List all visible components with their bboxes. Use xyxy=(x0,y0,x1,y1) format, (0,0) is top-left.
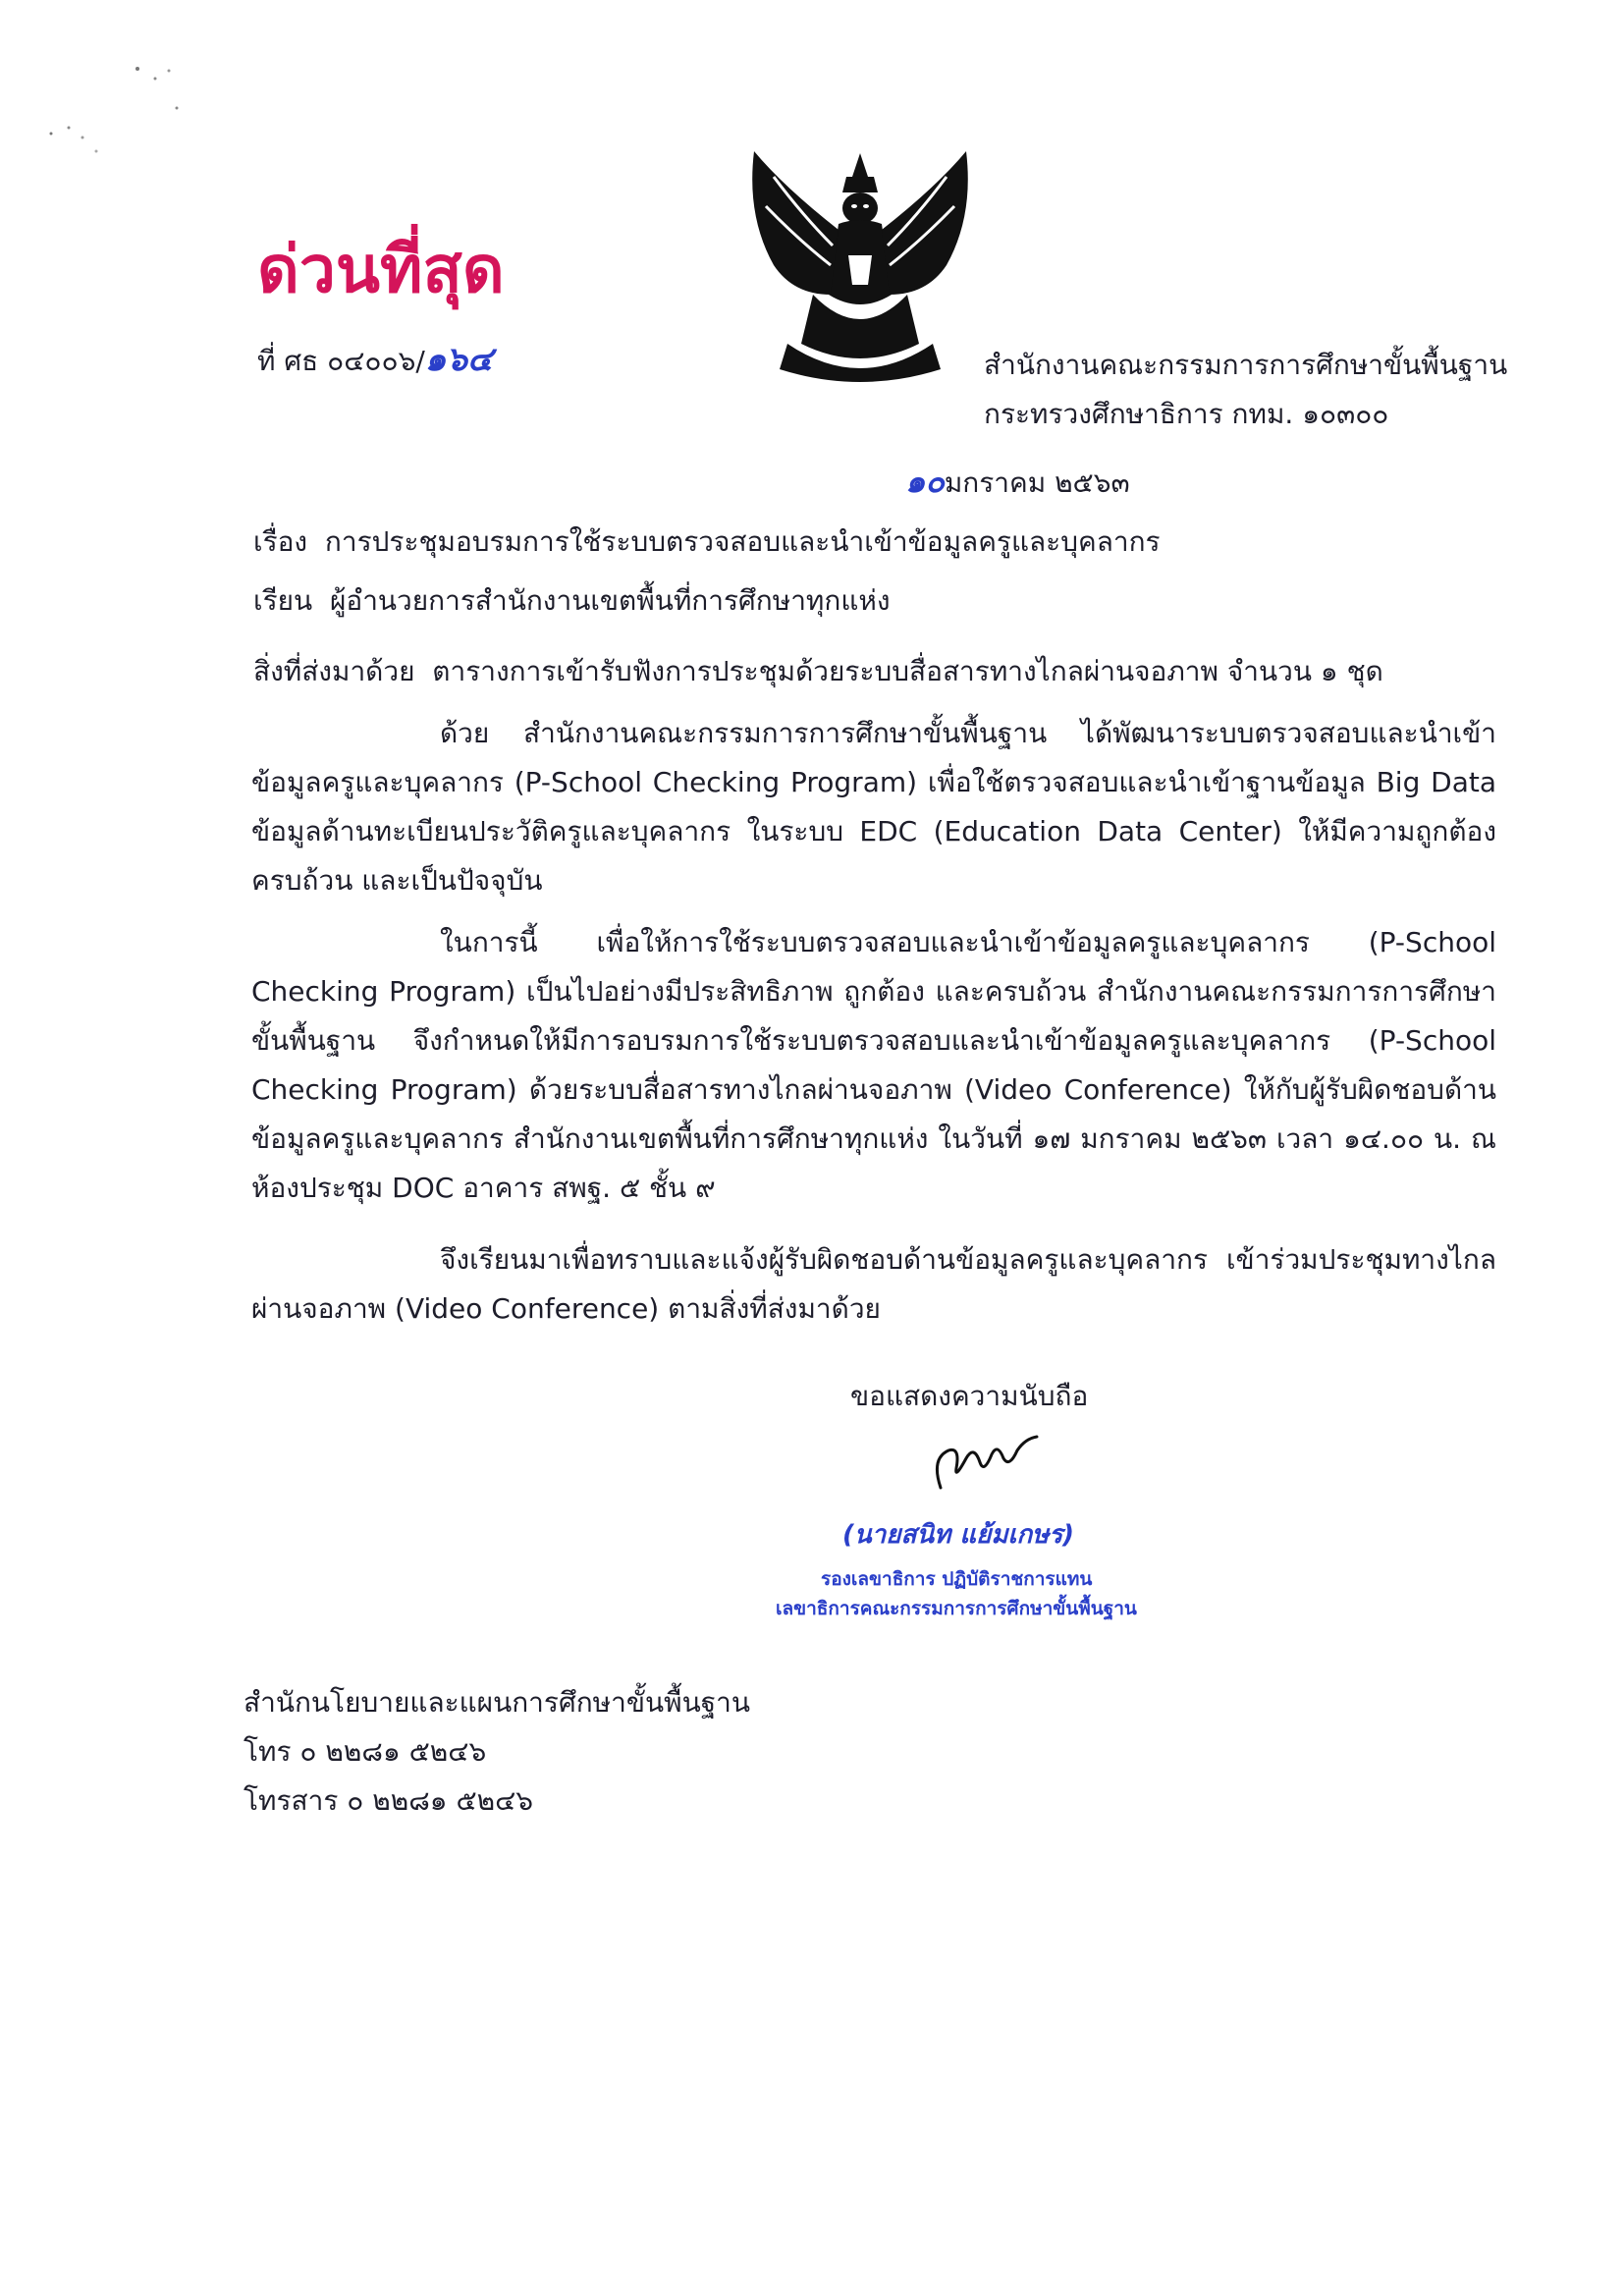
enclosure-line xyxy=(253,650,1383,693)
date-month-year: มกราคม ๒๕๖๓ xyxy=(944,466,1130,499)
handwritten-signature xyxy=(927,1429,1045,1494)
body-paragraph-3 xyxy=(251,1235,1496,1334)
signatory-name: (นายสนิท แย้มเกษร) xyxy=(842,1520,1075,1550)
reference-number xyxy=(257,332,493,385)
recipient-text: ผู้อำนวยการสำนักงานเขตพื้นที่การศึกษาทุกแห่ง xyxy=(329,584,891,617)
urgent-stamp: ด่วนที่สุด xyxy=(257,232,505,307)
office-address: กระทรวงศึกษาธิการ กทม. ๑๐๓๐๐ xyxy=(984,398,1389,430)
paragraph-1-text: ด้วย สำนักงานคณะกรรมการการศึกษาขั้นพื้นฐาน ได้พัฒนาระบบตรวจสอบและนำเข้าข้อมูลครูและบุคลากร (P-School Checking Program) เพื่อใช้ตรวจสอบและนำเข้าฐานข้อมูล Big Data ข้อมูลด้านทะเบียนประวัติครูและบุคลากร ในระบบ EDC (Education Data Center) ให้มีความถูกต้อง ครบถ้วน และเป็นปัจจุบัน xyxy=(251,717,1496,897)
enclosure-text: ตารางการเข้ารับฟังการประชุมด้วยระบบสื่อสารทางไกลผ่านจอภาพ จำนวน ๑ ชุด xyxy=(432,655,1383,687)
recipient-line xyxy=(253,579,891,623)
paragraph-2-text: ในการนี้ เพื่อให้การใช้ระบบตรวจสอบและนำเข้าข้อมูลครูและบุคลากร (P-School Checking Program) เป็นไปอย่างมีประสิทธิภาพ ถูกต้อง และครบถ้วน สำนักงานคณะกรรมการการศึกษาขั้นพื้นฐาน จึงกำหนดให้มีการอบรมการใช้ระบบตรวจสอบและนำเข้าข้อมูลครูและบุคลากร (P-School Checking Program) ด้วยระบบสื่อสารทางไกลผ่านจอภาพ (Video Conference) ให้กับผู้รับผิดชอบด้านข้อมูลครูและบุคลากร สำนักงานเขตพื้นที่การศึกษาทุกแห่ง ในวันที่ ๑๗ มกราคม ๒๕๖๓ เวลา ๑๔.๐๐ น. ณ ห้องประชุม DOC อาคาร สพฐ. ๕ ชั้น ๙ xyxy=(251,926,1496,1204)
footer-phone: โทร ๐ ๒๒๘๑ ๕๒๔๖ xyxy=(244,1735,487,1768)
subject-text: การประชุมอบรมการใช้ระบบตรวจสอบและนำเข้าข้อมูลครูและบุคลากร xyxy=(324,525,1161,558)
date-day-handwritten: ๑๐ xyxy=(905,463,945,500)
reference-prefix: ที่ ศธ ๐๔๐๐๖/ xyxy=(257,345,425,377)
subject-line xyxy=(253,520,1161,564)
footer-fax: โทรสาร ๐ ๒๒๘๑ ๕๒๔๖ xyxy=(244,1784,534,1817)
reference-number-handwritten: ๑๖๔ xyxy=(424,340,493,379)
body-paragraph-1 xyxy=(251,709,1496,905)
paragraph-3-text: จึงเรียนมาเพื่อทราบและแจ้งผู้รับผิดชอบด้านข้อมูลครูและบุคลากร เข้าร่วมประชุมทางไกลผ่านจอภาพ (Video Conference) ตามสิ่งที่ส่งมาด้วย xyxy=(251,1243,1496,1325)
enclosure-label: สิ่งที่ส่งมาด้วย xyxy=(253,655,415,687)
recipient-label: เรียน xyxy=(253,584,313,617)
letter-date xyxy=(905,457,1130,507)
body-paragraph-2 xyxy=(251,918,1496,1213)
footer-department: สำนักนโยบายและแผนการศึกษาขั้นพื้นฐาน xyxy=(244,1686,751,1719)
office-name: สำนักงานคณะกรรมการการศึกษาขั้นพื้นฐาน xyxy=(984,349,1508,381)
closing-phrase: ขอแสดงความนับถือ xyxy=(850,1380,1089,1412)
signatory-position-line-1: รองเลขาธิการ ปฏิบัติราชการแทน xyxy=(821,1568,1093,1590)
scan-specks xyxy=(39,49,196,157)
subject-label: เรื่อง xyxy=(253,525,308,558)
garuda-emblem-icon xyxy=(744,147,976,393)
signatory-position-line-2: เลขาธิการคณะกรรมการการศึกษาขั้นพื้นฐาน xyxy=(776,1598,1137,1619)
